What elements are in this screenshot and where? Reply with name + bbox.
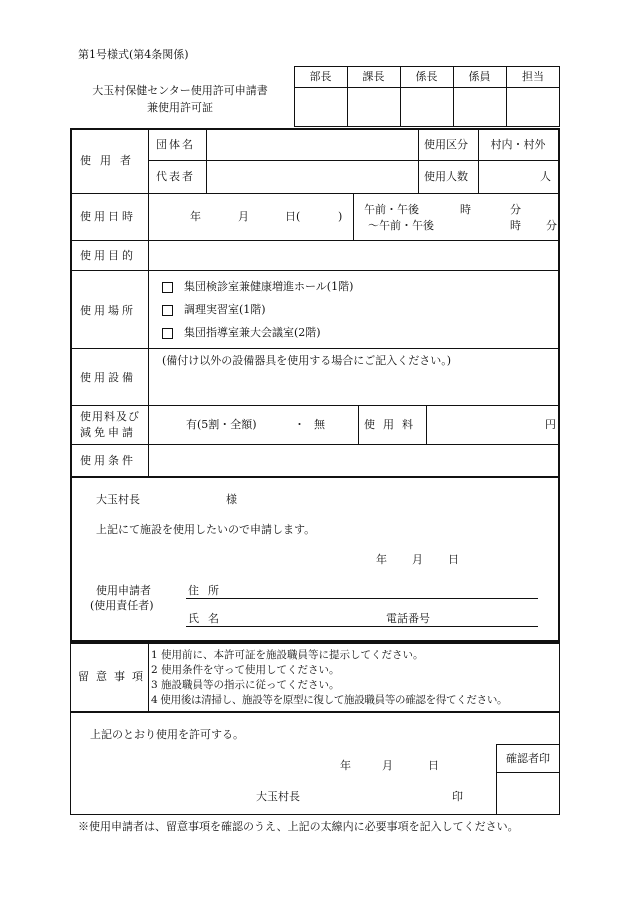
time-start-minute-unit: 分 [510,203,521,216]
usage-date-field[interactable] [150,196,350,238]
fee-option-yes[interactable]: 有(5割・全額) [186,418,257,431]
usage-category-label: 使用区分 [424,138,468,151]
approval-header-kakariin: 係員 [468,70,491,83]
time-end-ampm[interactable]: 〜午前・午後 [368,219,434,232]
conditions-label: 使用条件 [80,454,136,467]
date-weekday-close: ) [338,210,343,223]
phone-label: 電話番号 [386,612,430,625]
usage-category-value[interactable]: 村内・村外 [490,138,546,151]
time-start-hour-unit: 時 [460,203,471,216]
confirm-stamp-cell[interactable] [498,774,558,814]
place-option-1-label: 集団検診室兼健康増進ホール(1階) [184,280,354,293]
time-start-ampm[interactable]: 午前・午後 [364,203,419,216]
stamp-cell-kakaricho[interactable] [401,88,453,126]
name-phone-underline [186,626,538,627]
place-option-3-label: 集団指導室兼大会議室(2階) [184,326,321,339]
date-month-unit: 月 [238,210,249,223]
fee-label-line2: 減免申請 [80,426,136,439]
place-option-2[interactable] [162,303,266,317]
name-label: 氏名 [188,612,228,625]
form-number: 第1号様式(第4条関係) [78,48,189,61]
application-statement: 上記にて施設を使用したいので申請します。 [96,523,316,536]
stamp-cell-tanto[interactable] [507,88,559,126]
representative-label: 代表者 [156,170,195,183]
name-field[interactable] [228,610,378,626]
permit-seal-mark: 印 [452,790,463,803]
group-name-field[interactable] [208,131,416,159]
address-underline [186,598,538,599]
date-year-unit: 年 [190,210,201,223]
checkbox-icon[interactable] [162,328,173,339]
note-item-2: 2 使用条件を守って使用してください。 [151,664,340,676]
stamp-cell-kacho[interactable] [348,88,400,126]
confirm-stamp-label: 確認者印 [506,752,550,765]
address-field[interactable] [228,582,536,598]
conditions-field[interactable] [150,446,558,474]
application-honorific: 様 [226,493,237,506]
permit-statement: 上記のとおり使用を許可する。 [90,728,244,741]
permit-date-day-unit: 日 [428,759,439,772]
date-day-unit: 日( [285,210,301,223]
place-label: 使用場所 [80,304,136,317]
application-date-day-unit: 日 [448,553,459,566]
fee-amount-field[interactable] [428,407,538,442]
purpose-label: 使用目的 [80,249,136,262]
application-date-year-unit: 年 [376,553,387,566]
form-title-line1: 大玉村保健センター使用許可申請書 [92,84,268,97]
attendee-count-unit: 人 [540,170,551,183]
group-name-label: 団体名 [156,138,195,151]
permit-date-year-unit: 年 [340,759,351,772]
note-item-1: 1 使用前に、本許可証を施設職員等に提示してください。 [151,649,424,661]
note-item-3: 3 施設職員等の指示に従ってください。 [151,679,340,691]
fee-label-line1: 使用料及び [80,410,140,423]
fee-option-no[interactable]: 無 [314,418,325,431]
permit-issuer: 大玉村長 [256,790,300,803]
representative-field[interactable] [208,162,416,192]
approval-header-kacho: 課長 [362,70,385,83]
checkbox-icon[interactable] [162,305,173,316]
notes-label: 留意事項 [78,670,150,683]
purpose-field[interactable] [150,242,558,268]
stamp-cell-kakariin[interactable] [454,88,506,126]
equipment-label: 使用設備 [80,371,136,384]
fee-option-separator: ・ [294,418,305,431]
checkbox-icon[interactable] [162,282,173,293]
fee-amount-label: 使用料 [364,418,421,431]
approval-header-kakaricho: 係長 [415,70,438,83]
applicant-label-line2: (使用責任者) [90,599,154,612]
applicant-label-line1: 使用申請者 [96,584,151,597]
attendee-count-label: 使用人数 [424,170,468,183]
equipment-note: (備付け以外の設備器具を使用する場合にご記入ください。) [162,354,452,367]
user-label: 使用者 [80,154,140,167]
place-option-2-label: 調理実習室(1階) [184,303,266,316]
permit-date-month-unit: 月 [382,759,393,772]
phone-field[interactable] [440,610,536,626]
place-option-1[interactable] [162,280,353,294]
place-option-3[interactable] [162,326,321,340]
time-end-minute-unit: 分 [546,219,557,232]
fee-amount-unit: 円 [545,418,556,431]
time-end-hour-unit: 時 [510,219,521,232]
form-title-line2: 兼使用許可証 [147,101,213,114]
note-item-4: 4 使用後は清掃し、施設等を原型に復して施設職員等の確認を得てください。 [151,694,508,706]
stamp-cell-bucho[interactable] [295,88,347,126]
approval-header-tanto: 担当 [522,70,544,83]
application-date-month-unit: 月 [412,553,423,566]
approval-header-bucho: 部長 [309,70,332,83]
address-label: 住所 [188,584,228,597]
datetime-label: 使用日時 [80,210,136,223]
equipment-field[interactable] [150,370,558,403]
footer-note: ※使用申請者は、留意事項を確認のうえ、上記の太線内に必要事項を記入してください。 [78,820,519,833]
application-addressee: 大玉村長 [96,493,140,506]
attendee-count-field[interactable] [480,162,536,192]
